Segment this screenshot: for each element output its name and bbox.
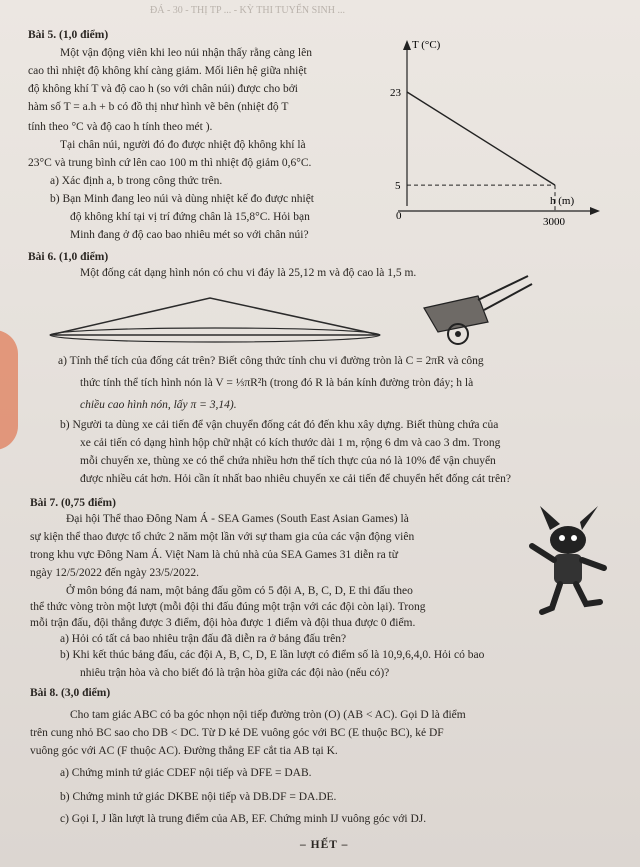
bai6-line: xe cải tiến có dạng hình hộp chữ nhật có kích thước dài 1 m, rộng 6 dm và cao 3 dm. Trong (80, 437, 501, 449)
bai6-line: được nhiều cát hơn. Hỏi cần ít nhất bao nhiêu chuyến xe cải tiến để chuyển hết đống cát trên? (80, 473, 511, 485)
origin-label: 0 (396, 210, 402, 222)
bai5-line: 23°C và trung bình cứ lên cao 100 m thì nhiệt độ giảm 0,6°C. (28, 157, 312, 169)
bai5-line: Một vận động viên khi leo núi nhận thấy rằng càng lên (60, 47, 312, 59)
bai6-title: Bài 6. (1,0 điểm) (28, 251, 109, 263)
bai6-line: b) Người ta dùng xe cải tiến để vận chuyển đống cát đó đến khu xây dựng. Biết thùng chứa của (60, 419, 499, 431)
bai5-line: Tại chân núi, người đó đo được nhiệt độ không khí là (60, 139, 306, 151)
y-axis-label: T (°C) (412, 39, 441, 51)
bai8-line: trên cung nhỏ BC sao cho DB < DC. Từ D kẻ DE vuông góc với BC (E thuộc BC), kẻ DF (30, 727, 444, 739)
bai6-line: chiều cao hình nón, lấy π = 3,14). (80, 399, 237, 411)
bai6-line: mỗi chuyến xe, thùng xe có thể chứa nhiều hơn thể tích thực của nó là 10% để vận chuyển (80, 455, 496, 467)
temperature-line (407, 92, 555, 185)
bai5-line: cao thì nhiệt độ không khí càng giảm. Mối liên hệ giữa nhiệt (28, 65, 307, 77)
bai8-line: Cho tam giác ABC có ba góc nhọn nội tiếp đường tròn (O) (AB < AC). Gọi D là điểm (70, 709, 466, 721)
sand-cone-figure (40, 290, 400, 350)
bai6-line: a) Tính thể tích của đống cát trên? Biết công thức tính chu vi đường tròn là C = 2πR và công (58, 355, 484, 367)
y-axis-arrow (403, 40, 411, 50)
x-axis-arrow (590, 207, 600, 215)
bai7-line: Ở môn bóng đá nam, một bảng đấu gồm có 5 đội A, B, C, D, E thi đấu theo (66, 585, 413, 597)
temperature-height-chart (390, 36, 610, 236)
bai7-line: mỗi trận đấu, đội thắng được 3 điểm, đội hòa được 1 điểm và đội thua được 0 điểm. (30, 617, 416, 629)
bai5-line: Minh đang ở độ cao bao nhiêu mét so với chân núi? (70, 229, 309, 241)
bai8-line: b) Chứng minh tứ giác DKBE nội tiếp và DB.DF = DA.DE. (60, 791, 337, 803)
bai5-line: b) Bạn Minh đang leo núi và dùng nhiệt kế đo được nhiệt (50, 193, 314, 205)
bai6-intro: Một đống cát dạng hình nón có chu vi đáy là 25,12 m và độ cao là 1,5 m. (80, 267, 417, 279)
bai7-line: a) Hỏi có tất cả bao nhiêu trận đấu đã diễn ra ở bảng đấu trên? (60, 633, 347, 645)
bai7-line: Đại hội Thể thao Đông Nam Á - SEA Games (South East Asian Games) là (66, 513, 409, 525)
thumb-edge (0, 330, 18, 450)
bai7-line: sự kiện thể thao được tổ chức 2 năm một lần với sự tham gia của các vận động viên (30, 531, 415, 543)
sea-games-mascot (520, 500, 620, 620)
bai5-line: a) Xác định a, b trong công thức trên. (50, 175, 223, 187)
bai7-line: trong khu vực Đông Nam Á. Việt Nam là chủ nhà của SEA Games 31 diễn ra từ (30, 549, 398, 561)
bai8-line: c) Gọi I, J lần lượt là trung điểm của AB, EF. Chứng minh IJ vuông góc với DJ. (60, 813, 427, 825)
y-tick-label: 5 (395, 180, 401, 193)
bai5-line: hàm số T = a.h + b có đồ thị như hình vẽ bên (nhiệt độ T (28, 101, 289, 113)
bai8-line: a) Chứng minh tứ giác CDEF nội tiếp và DFE = DAB. (60, 767, 312, 779)
bai5-line: độ không khí T và độ cao h (so với chân núi) được cho bởi (28, 83, 298, 95)
bai6-line: thức tính thể tích hình nón là V = ⅓πR²h (trong đó R là bán kính đường tròn đáy; h là (80, 377, 474, 389)
end-marker: – HẾT – (300, 839, 349, 851)
bai7-line: thể thức vòng tròn một lượt (mỗi đội thi đấu đúng một trận với các đội còn lại). Trong (30, 601, 426, 613)
header-noise: ĐÁ - 30 - THỊ TP ... - KỲ THI TUYỂN SINH ... (150, 5, 345, 16)
wheelbarrow-figure (418, 270, 538, 350)
bai7-line: ngày 12/5/2022 đến ngày 23/5/2022. (30, 567, 199, 579)
x-tick-label: 3000 (543, 216, 565, 228)
bai8-title: Bài 8. (3,0 điểm) (30, 687, 111, 699)
bai5-line: tính theo °C và độ cao h tính theo mét ). (28, 121, 213, 133)
bai7-line: b) Khi kết thúc bảng đấu, các đội A, B, C, D, E lần lượt có điểm số là 10,9,6,4,0. Hỏi có bao (60, 649, 485, 661)
bai5-line: độ không khí tại vị trí đứng chân là 15,8°C. Hỏi bạn (70, 211, 310, 223)
bai7-line: nhiêu trận hòa và cho biết đó là trận hòa giữa các đội nào (nếu có)? (80, 667, 390, 679)
bai8-line: vuông góc với AC (F thuộc AC). Đường thẳng EF cắt tia AB tại K. (30, 745, 338, 757)
x-axis-label: h (m) (550, 195, 575, 207)
y-tick-label: 23 (390, 87, 401, 99)
bai7-title: Bài 7. (0,75 điểm) (30, 497, 116, 509)
bai5-title: Bài 5. (1,0 điểm) (28, 29, 109, 41)
